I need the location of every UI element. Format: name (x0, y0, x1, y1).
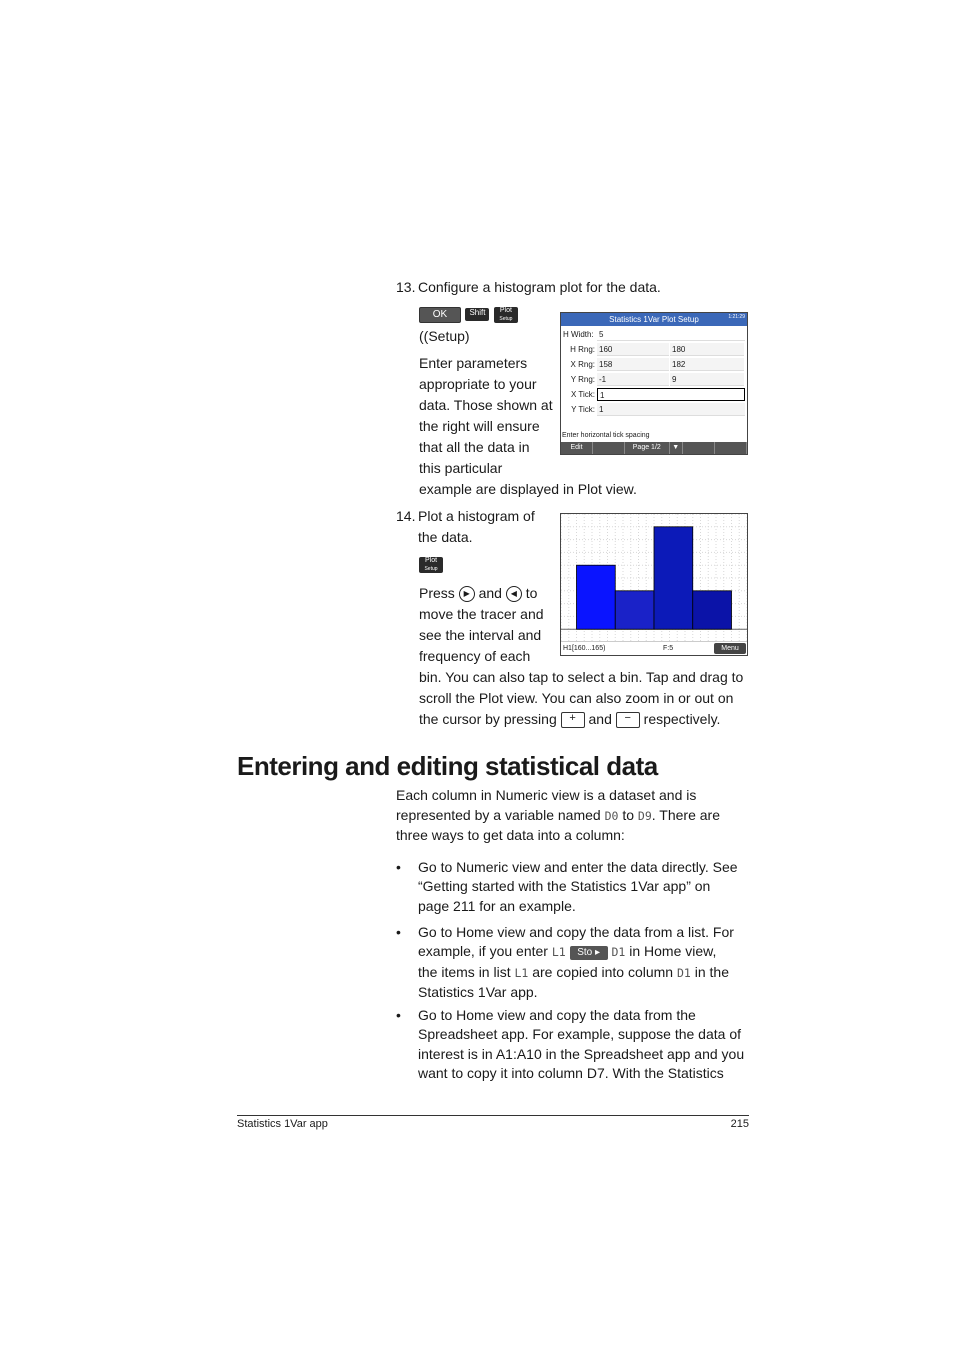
setup-fields: H Width: 5 H Rng: 160 180 X Rng: 158 182 Y Rng: -1 9 X Tick: 1 Y Tick: 1 (561, 327, 747, 431)
step-14-key (419, 556, 443, 574)
step-14-text: Press ▶ and ◀ to move the tracer and see the interval and frequency of each bin. You can also tap to select a bin. Tap and drag to scroll the Plot view. You can also zoom in or out on the cursor by pressing + and − respectively. (419, 585, 744, 727)
page-number: 215 (730, 1118, 749, 1130)
histogram-bar-3[interactable] (654, 527, 693, 629)
footer-rule (237, 1115, 749, 1116)
step-13-heading: 13. Configure a histogram plot for the data. (396, 279, 661, 295)
menu-softkey[interactable]: Menu (714, 643, 746, 654)
softkey-edit[interactable]: Edit (561, 442, 593, 454)
softkey-bar (561, 442, 747, 454)
footer-title: Statistics 1Var app (237, 1118, 328, 1130)
histogram-bar-1[interactable] (577, 565, 616, 629)
screen-time: 1:21:29 (728, 314, 745, 320)
section-heading: Entering and editing statistical data (237, 751, 658, 781)
plot-setup-key-icon: Plot Setup (494, 307, 518, 323)
right-arrow-key-icon: ▶ (459, 586, 475, 602)
bullet-dot: • (396, 1007, 401, 1023)
screen-help-text: Enter horizontal tick spacing (562, 432, 650, 439)
shift-key-icon: Shift (465, 308, 489, 321)
step-13-description: Enter parameters appropriate to your data. Those shown at the right will ensure that all the data in this particular example are displayed in Plot view. (419, 355, 637, 497)
softkey-page[interactable]: Page 1/2 (625, 442, 669, 454)
softkey-blank-2[interactable] (683, 442, 715, 454)
plot-status-bar (561, 641, 747, 655)
section-intro: Each column in Numeric view is a dataset and is represented by a variable named D0 to D9. There are three ways to get data into a column: (396, 787, 720, 843)
setup-label: ((Setup) (419, 328, 470, 344)
status-interval: H1[160...165) (563, 645, 606, 652)
histogram-plot-screen (560, 513, 748, 656)
histogram-chart[interactable] (561, 514, 747, 642)
plot-setup-screen (560, 312, 748, 455)
histogram-bar-4[interactable] (693, 591, 732, 629)
left-arrow-key-icon: ◀ (506, 586, 522, 602)
status-frequency: F:5 (663, 645, 674, 652)
step-14-heading: 14. Plot a histogram of the data. (396, 508, 535, 545)
ok-key-icon: OK (419, 307, 461, 323)
histogram-bar-2[interactable] (615, 591, 654, 629)
softkey-blank-1[interactable] (593, 442, 625, 454)
softkey-blank-3[interactable] (715, 442, 747, 454)
softkey-down[interactable]: ▼ (670, 442, 683, 454)
plot-setup-key-icon-2: Plot Setup (419, 557, 443, 573)
bullet-dot: • (396, 859, 401, 875)
zoom-in-key-icon: + (561, 712, 585, 728)
screen-title: Statistics 1Var Plot Setup (561, 313, 747, 326)
sto-key-icon: Sto ▸ (570, 946, 608, 960)
step-13-keys (419, 306, 518, 324)
bullet-dot: • (396, 924, 401, 940)
zoom-out-key-icon: − (616, 712, 640, 728)
